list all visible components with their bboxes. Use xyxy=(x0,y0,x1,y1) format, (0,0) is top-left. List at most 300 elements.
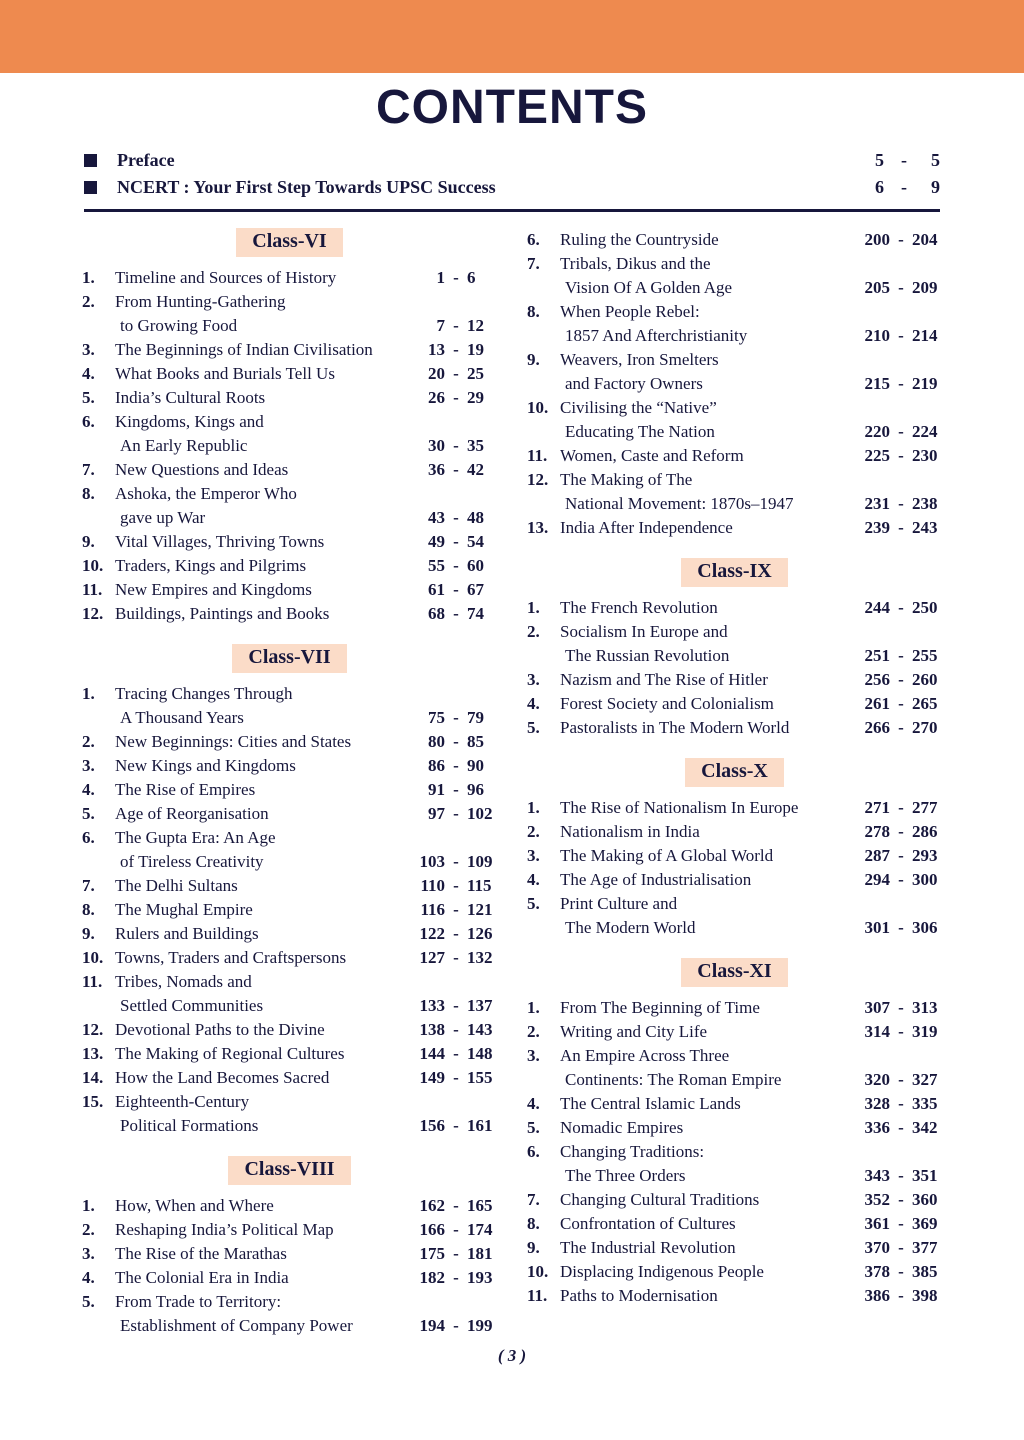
item-title-line: India After Independence xyxy=(560,518,733,537)
class-section-heading: Class-VI xyxy=(236,228,342,257)
toc-item xyxy=(527,1212,942,1236)
page-end: 230 xyxy=(912,446,938,465)
item-page-range xyxy=(411,778,497,802)
page-dash: - xyxy=(898,1166,904,1185)
item-title xyxy=(115,682,411,730)
page-start: 194 xyxy=(419,1316,445,1335)
page-dash: - xyxy=(898,1286,904,1305)
page-start: 86 xyxy=(428,756,445,775)
item-title-line: Vision Of A Golden Age xyxy=(565,278,733,297)
item-page-range xyxy=(856,644,942,668)
page-start: 138 xyxy=(419,1020,445,1039)
page-start: 26 xyxy=(428,388,445,407)
item-number: 4. xyxy=(527,870,540,889)
item-title xyxy=(560,1260,856,1284)
page-dash: - xyxy=(898,1190,904,1209)
item-number: 3. xyxy=(527,846,540,865)
item-number: 7. xyxy=(82,876,95,895)
item-number: 7. xyxy=(527,254,540,273)
page-dash: - xyxy=(898,326,904,345)
item-title-line: National Movement: 1870s–1947 xyxy=(565,494,794,513)
class-heading-row xyxy=(82,228,497,257)
page-end: 25 xyxy=(467,364,484,383)
page-end: 369 xyxy=(912,1214,938,1233)
item-title xyxy=(560,596,856,620)
page-start: 61 xyxy=(428,580,445,599)
toc-item xyxy=(527,1020,942,1044)
toc-item xyxy=(82,874,497,898)
item-title xyxy=(560,516,856,540)
item-title xyxy=(115,338,411,362)
page-dash: - xyxy=(898,822,904,841)
page-start: 116 xyxy=(420,900,445,919)
preface-page-range xyxy=(868,177,940,198)
item-number: 5. xyxy=(527,1118,540,1137)
page-start: 287 xyxy=(864,846,890,865)
page-dash: - xyxy=(453,708,459,727)
page-end: 96 xyxy=(467,780,484,799)
page-start: 200 xyxy=(864,230,890,249)
page-end: 12 xyxy=(467,316,484,335)
item-title xyxy=(560,444,856,468)
page-dash: - xyxy=(898,422,904,441)
page-dash: - xyxy=(453,924,459,943)
page-start: 266 xyxy=(864,718,890,737)
item-number: 9. xyxy=(82,532,95,551)
contents-columns xyxy=(0,212,1024,1338)
page-dash: - xyxy=(898,798,904,817)
page-end: 335 xyxy=(912,1094,938,1113)
item-number: 3. xyxy=(82,1244,95,1263)
item-title-line: Timeline and Sources of History xyxy=(115,268,337,287)
item-page-range xyxy=(856,668,942,692)
item-title xyxy=(560,820,856,844)
toc-item xyxy=(527,996,942,1020)
page-start: 68 xyxy=(428,604,445,623)
item-title-line: New Kings and Kingdoms xyxy=(115,756,296,775)
item-title xyxy=(560,620,856,668)
page-dash: - xyxy=(898,230,904,249)
page-dash: - xyxy=(453,604,459,623)
page-dash: - xyxy=(453,1068,459,1087)
page-dash: - xyxy=(453,1020,459,1039)
item-title-line: gave up War xyxy=(120,508,206,527)
class-section-heading: Class-XI xyxy=(681,958,787,987)
class-heading-row xyxy=(527,758,942,787)
item-title-line: Ashoka, the Emperor Who xyxy=(115,484,297,503)
item-title-line: How, When and Where xyxy=(115,1196,274,1215)
toc-item xyxy=(82,482,497,530)
item-title xyxy=(115,1090,411,1138)
item-page-range xyxy=(411,1242,497,1266)
page-end: 79 xyxy=(467,708,484,727)
item-title-line: The Age of Industrialisation xyxy=(560,870,752,889)
item-title-line: Buildings, Paintings and Books xyxy=(115,604,330,623)
item-title-line: The Industrial Revolution xyxy=(560,1238,736,1257)
item-number: 5. xyxy=(82,804,95,823)
item-title xyxy=(115,1290,411,1338)
item-number: 11. xyxy=(82,972,103,991)
item-title xyxy=(115,730,411,754)
page-dash: - xyxy=(453,460,459,479)
item-title-line: Forest Society and Colonialism xyxy=(560,694,774,713)
toc-item xyxy=(527,716,942,740)
toc-item xyxy=(527,596,942,620)
item-title xyxy=(560,252,856,300)
item-title xyxy=(115,530,411,554)
item-title-line: Confrontation of Cultures xyxy=(560,1214,736,1233)
page-dash: - xyxy=(453,436,459,455)
item-title-line: The Russian Revolution xyxy=(565,646,730,665)
page-start: 149 xyxy=(419,1068,445,1087)
item-page-range xyxy=(411,1114,497,1138)
contents-column-right xyxy=(527,228,942,1338)
page-dash: - xyxy=(453,732,459,751)
item-title-line: The Making of A Global World xyxy=(560,846,774,865)
item-number: 10. xyxy=(527,1262,549,1281)
item-page-range xyxy=(856,1188,942,1212)
item-title xyxy=(560,844,856,868)
page-end: 351 xyxy=(912,1166,938,1185)
toc-item xyxy=(82,266,497,290)
toc-item xyxy=(527,620,942,668)
toc-item xyxy=(527,868,942,892)
page-dash: - xyxy=(453,804,459,823)
page-start: 225 xyxy=(864,446,890,465)
page-end: 155 xyxy=(467,1068,493,1087)
item-page-range xyxy=(856,1068,942,1092)
item-page-range xyxy=(856,276,942,300)
toc-item xyxy=(527,796,942,820)
item-number: 8. xyxy=(82,900,95,919)
page-dash: - xyxy=(898,1118,904,1137)
page-end: 306 xyxy=(912,918,938,937)
item-title-line: From The Beginning of Time xyxy=(560,998,760,1017)
item-number: 8. xyxy=(527,1214,540,1233)
item-title-line: Vital Villages, Thriving Towns xyxy=(115,532,325,551)
toc-item xyxy=(82,1042,497,1066)
page-end: 260 xyxy=(912,670,938,689)
page-start: 122 xyxy=(419,924,445,943)
item-title xyxy=(115,898,411,922)
item-number: 1. xyxy=(527,998,540,1017)
item-title-line: The Mughal Empire xyxy=(115,900,253,919)
preface-page-range xyxy=(868,150,940,171)
page-dash: - xyxy=(898,998,904,1017)
item-number: 1. xyxy=(82,268,95,287)
page-start: 320 xyxy=(864,1070,890,1089)
item-number: 8. xyxy=(527,302,540,321)
toc-item xyxy=(527,1116,942,1140)
page-start: 127 xyxy=(419,948,445,967)
toc-item xyxy=(82,826,497,874)
item-page-range xyxy=(411,802,497,826)
item-title-line: Educating The Nation xyxy=(565,422,715,441)
toc-item xyxy=(82,778,497,802)
item-title-line: The Gupta Era: An Age xyxy=(115,828,276,847)
page-start: 231 xyxy=(864,494,890,513)
page-start: 162 xyxy=(419,1196,445,1215)
item-title-line: Women, Caste and Reform xyxy=(560,446,744,465)
page-start: 110 xyxy=(420,876,445,895)
page-start: 343 xyxy=(864,1166,890,1185)
item-title-line: Writing and City Life xyxy=(560,1022,708,1041)
item-title-line: Continents: The Roman Empire xyxy=(565,1070,782,1089)
item-number: 10. xyxy=(82,948,104,967)
item-title-line: of Tireless Creativity xyxy=(120,852,264,871)
item-title xyxy=(115,946,411,970)
item-title-line: Rulers and Buildings xyxy=(115,924,259,943)
page-start: 5 xyxy=(875,150,884,170)
page-end: 224 xyxy=(912,422,938,441)
page-dash: - xyxy=(898,598,904,617)
toc-item xyxy=(527,892,942,940)
toc-item xyxy=(527,468,942,516)
item-number: 3. xyxy=(527,670,540,689)
toc-item xyxy=(527,668,942,692)
item-title xyxy=(115,802,411,826)
item-page-range xyxy=(856,228,942,252)
item-title-line: The French Revolution xyxy=(560,598,718,617)
item-number: 2. xyxy=(82,292,95,311)
page-end: 161 xyxy=(467,1116,493,1135)
toc-item xyxy=(527,1092,942,1116)
page-end: 214 xyxy=(912,326,938,345)
item-title xyxy=(560,1188,856,1212)
item-title xyxy=(115,778,411,802)
page-start: 1 xyxy=(436,268,445,287)
item-page-range xyxy=(411,994,497,1018)
page-start: 182 xyxy=(419,1268,445,1287)
item-title-line: Traders, Kings and Pilgrims xyxy=(115,556,307,575)
page-end: 115 xyxy=(467,876,492,895)
item-number: 8. xyxy=(82,484,95,503)
page-start: 294 xyxy=(864,870,890,889)
page-dash: - xyxy=(901,150,907,170)
page-dash: - xyxy=(453,1244,459,1263)
page-end: 327 xyxy=(912,1070,938,1089)
item-title-line: Paths to Modernisation xyxy=(560,1286,718,1305)
page-dash: - xyxy=(898,1214,904,1233)
page-dash: - xyxy=(898,670,904,689)
toc-item xyxy=(82,1218,497,1242)
page-end: 9 xyxy=(931,177,940,197)
page-end: 238 xyxy=(912,494,938,513)
toc-item xyxy=(82,290,497,338)
item-page-range xyxy=(856,868,942,892)
item-page-range xyxy=(411,850,497,874)
item-page-range xyxy=(856,1116,942,1140)
page-start: 156 xyxy=(419,1116,445,1135)
item-page-range xyxy=(856,372,942,396)
item-number: 2. xyxy=(527,1022,540,1041)
page-dash: - xyxy=(898,870,904,889)
page-start: 370 xyxy=(864,1238,890,1257)
page-start: 175 xyxy=(419,1244,445,1263)
page-dash: - xyxy=(453,388,459,407)
item-title-line: From Hunting-Gathering xyxy=(115,292,286,311)
page-start: 215 xyxy=(864,374,890,393)
page-end: 300 xyxy=(912,870,938,889)
page-end: 219 xyxy=(912,374,938,393)
page-end: 54 xyxy=(467,532,484,551)
page-end: 319 xyxy=(912,1022,938,1041)
item-number: 6. xyxy=(527,230,540,249)
top-banner xyxy=(0,0,1024,73)
toc-item xyxy=(82,602,497,626)
toc-item xyxy=(82,802,497,826)
page-start: 20 xyxy=(428,364,445,383)
page-start: 314 xyxy=(864,1022,890,1041)
item-number: 4. xyxy=(82,364,95,383)
item-page-range xyxy=(856,1020,942,1044)
page-dash: - xyxy=(453,1044,459,1063)
item-page-range xyxy=(856,492,942,516)
item-title-line: Socialism In Europe and xyxy=(560,622,728,641)
item-title xyxy=(115,554,411,578)
page-dash: - xyxy=(453,364,459,383)
item-title-line: Ruling the Countryside xyxy=(560,230,719,249)
item-page-range xyxy=(411,314,497,338)
page-dash: - xyxy=(898,646,904,665)
page-dash: - xyxy=(453,1196,459,1215)
page-start: 278 xyxy=(864,822,890,841)
page-dash: - xyxy=(453,876,459,895)
page-end: 265 xyxy=(912,694,938,713)
item-title-line: The Central Islamic Lands xyxy=(560,1094,741,1113)
item-number: 4. xyxy=(527,694,540,713)
page-end: 35 xyxy=(467,436,484,455)
class-section-heading: Class-VIII xyxy=(228,1156,350,1185)
page-start: 144 xyxy=(419,1044,445,1063)
class-section-heading: Class-VII xyxy=(232,644,346,673)
page-start: 378 xyxy=(864,1262,890,1281)
item-number: 1. xyxy=(527,598,540,617)
page-dash: - xyxy=(453,340,459,359)
page-dash: - xyxy=(453,780,459,799)
item-title-line: A Thousand Years xyxy=(120,708,244,727)
item-title xyxy=(560,1020,856,1044)
page-dash: - xyxy=(898,1022,904,1041)
item-title xyxy=(560,228,856,252)
toc-item xyxy=(82,922,497,946)
class-section-heading: Class-IX xyxy=(681,558,787,587)
item-title xyxy=(560,716,856,740)
page-start: 13 xyxy=(428,340,445,359)
contents-column-left xyxy=(82,228,497,1338)
toc-item xyxy=(527,444,942,468)
page-dash: - xyxy=(898,694,904,713)
item-page-range xyxy=(411,602,497,626)
page-start: 307 xyxy=(864,998,890,1017)
item-title xyxy=(115,874,411,898)
page-start: 386 xyxy=(864,1286,890,1305)
item-title xyxy=(560,300,856,348)
page-number: ( 3 ) xyxy=(497,1346,527,1365)
page-start: 220 xyxy=(864,422,890,441)
toc-item xyxy=(82,554,497,578)
toc-item xyxy=(82,410,497,458)
item-page-range xyxy=(856,692,942,716)
toc-item xyxy=(527,300,942,348)
item-title xyxy=(560,1044,856,1092)
toc-item xyxy=(82,970,497,1018)
item-page-range xyxy=(856,1164,942,1188)
page-dash: - xyxy=(453,556,459,575)
item-title xyxy=(115,578,411,602)
item-title-line: Towns, Traders and Craftspersons xyxy=(115,948,347,967)
item-number: 11. xyxy=(527,446,548,465)
class-section-heading: Class-X xyxy=(685,758,784,787)
item-title xyxy=(115,266,411,290)
page-end: 165 xyxy=(467,1196,493,1215)
item-page-range xyxy=(411,362,497,386)
page-end: 199 xyxy=(467,1316,493,1335)
toc-item xyxy=(527,1140,942,1188)
item-title-line: The Delhi Sultans xyxy=(115,876,238,895)
toc-item xyxy=(82,1194,497,1218)
toc-item xyxy=(527,348,942,396)
toc-item xyxy=(82,530,497,554)
page-end: 398 xyxy=(912,1286,938,1305)
item-title-line: Tracing Changes Through xyxy=(115,684,293,703)
toc-item xyxy=(527,820,942,844)
page-start: 251 xyxy=(864,646,890,665)
item-number: 7. xyxy=(82,460,95,479)
item-number: 5. xyxy=(82,1292,95,1311)
page-end: 204 xyxy=(912,230,938,249)
item-number: 5. xyxy=(527,718,540,737)
page-end: 293 xyxy=(912,846,938,865)
toc-item xyxy=(82,1242,497,1266)
item-title xyxy=(115,1066,411,1090)
toc-item xyxy=(527,1260,942,1284)
page-end: 243 xyxy=(912,518,938,537)
item-title xyxy=(115,290,411,338)
item-title-line: to Growing Food xyxy=(120,316,238,335)
toc-item xyxy=(527,228,942,252)
page-start: 352 xyxy=(864,1190,890,1209)
page-dash: - xyxy=(453,756,459,775)
item-title xyxy=(115,482,411,530)
page-end: 377 xyxy=(912,1238,938,1257)
item-title-line: Age of Reorganisation xyxy=(115,804,269,823)
item-title-line: Settled Communities xyxy=(120,996,264,1015)
item-title xyxy=(560,868,856,892)
item-page-range xyxy=(856,516,942,540)
item-number: 9. xyxy=(527,350,540,369)
item-page-range xyxy=(411,578,497,602)
page-dash: - xyxy=(453,1220,459,1239)
item-title-line: Reshaping India’s Political Map xyxy=(115,1220,334,1239)
item-title xyxy=(560,348,856,396)
item-page-range xyxy=(411,946,497,970)
item-page-range xyxy=(411,1266,497,1290)
item-number: 7. xyxy=(527,1190,540,1209)
item-page-range xyxy=(411,338,497,362)
item-number: 9. xyxy=(82,924,95,943)
item-number: 6. xyxy=(82,828,95,847)
toc-item xyxy=(82,682,497,730)
item-title-line: The Three Orders xyxy=(565,1166,686,1185)
item-title-line: New Beginnings: Cities and States xyxy=(115,732,352,751)
item-title-line: Changing Cultural Traditions xyxy=(560,1190,760,1209)
item-page-range xyxy=(411,1042,497,1066)
item-number: 3. xyxy=(82,756,95,775)
toc-item xyxy=(527,1188,942,1212)
page-end: 121 xyxy=(467,900,493,919)
page-dash: - xyxy=(898,278,904,297)
